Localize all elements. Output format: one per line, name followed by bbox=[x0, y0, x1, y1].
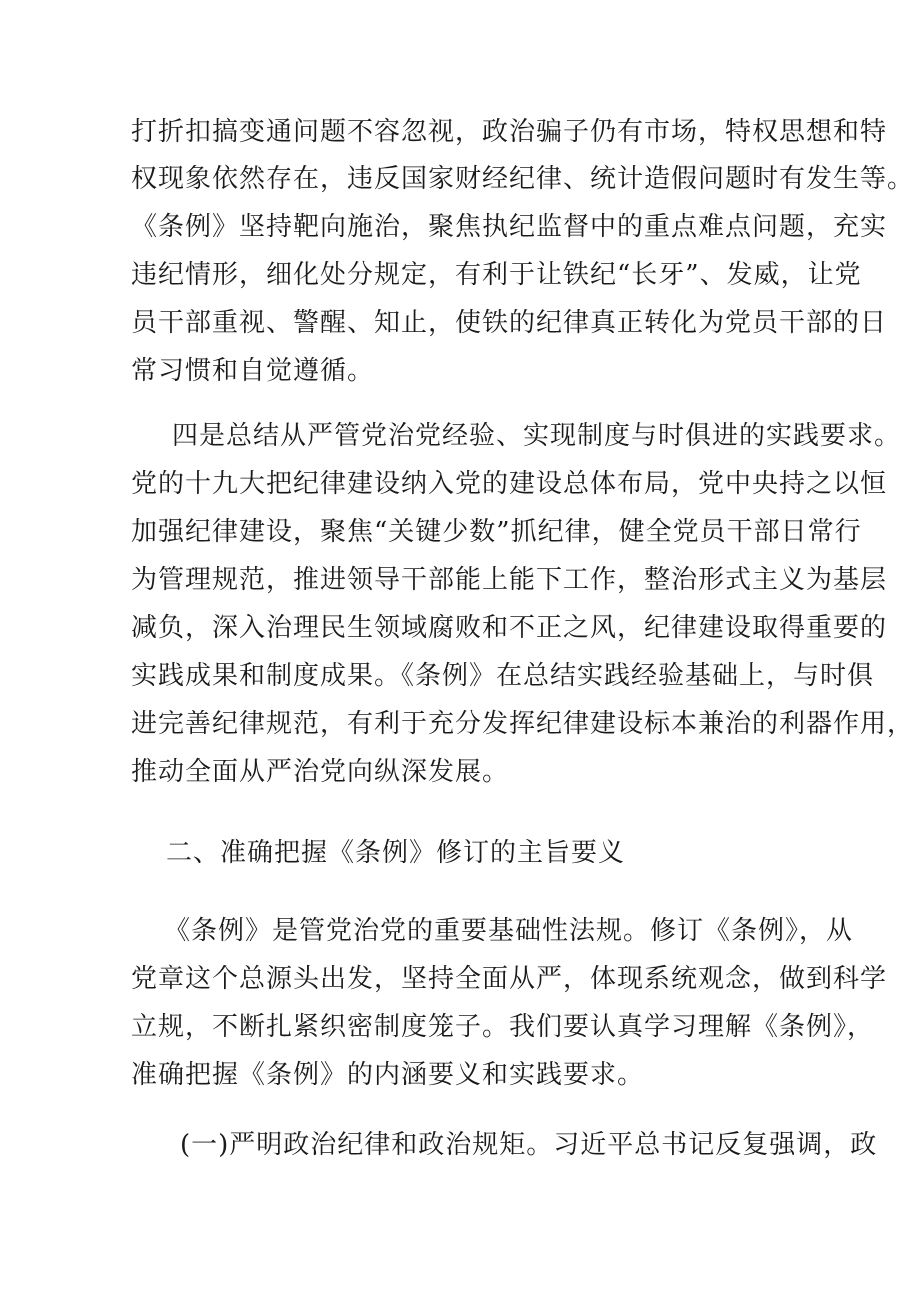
text-line: 加强纪律建设，聚焦“关键少数”抓纪律，健全党员干部日常行 bbox=[131, 517, 862, 547]
text-line: 常习惯和自觉遵循。 bbox=[131, 356, 375, 386]
text-line: 推动全面从严治党向纵深发展。 bbox=[131, 757, 510, 787]
text-line: 权现象依然存在，违反国家财经纪律、统计造假问题时有发生等。 bbox=[131, 164, 915, 194]
text-line: 实践成果和制度成果。《条例》在总结实践经验基础上，与时俱 bbox=[131, 661, 875, 691]
text-line: 打折扣搞变通问题不容忽视，政治骗子仍有市场，特权思想和特 bbox=[131, 117, 888, 147]
text-line: 《条例》是管党治党的重要基础性法规。修订《条例》，从 bbox=[164, 916, 854, 946]
text-line: 准确把握《条例》的内涵要义和实践要求。 bbox=[131, 1060, 645, 1090]
text-line: 员干部重视、警醒、知止，使铁的纪律真正转化为党员干部的日 bbox=[131, 308, 888, 338]
text-line: 进完善纪律规范，有利于充分发挥纪律建设标本兼治的利器作用， bbox=[131, 709, 915, 739]
text-line: 立规，不断扎紧织密制度笼子。我们要认真学习理解《条例》， bbox=[131, 1012, 875, 1042]
text-line: 违纪情形，细化处分规定，有利于让铁纪“长牙”、发威，让党 bbox=[131, 260, 862, 290]
text-line: 党章这个总源头出发，坚持全面从严，体现系统观念，做到科学 bbox=[131, 964, 888, 994]
text-line: 党的十九大把纪律建设纳入党的建设总体布局，党中央持之以恒 bbox=[131, 469, 888, 499]
text-line: 《条例》坚持靶向施治，聚焦执纪监督中的重点难点问题，充实 bbox=[131, 212, 888, 242]
text-line: (一)严明政治纪律和政治规矩。习近平总书记反复强调，政 bbox=[180, 1130, 878, 1160]
text-line: 减负，深入治理民生领域腐败和不正之风，纪律建设取得重要的 bbox=[131, 613, 888, 643]
text-line: 为管理规范，推进领导干部能上能下工作，整治形式主义为基层 bbox=[131, 565, 888, 595]
section-heading: 二、准确把握《条例》修订的主旨要义 bbox=[166, 838, 626, 868]
text-line: 四是总结从严管党治党经验、实现制度与时俱进的实践要求。 bbox=[172, 421, 902, 451]
